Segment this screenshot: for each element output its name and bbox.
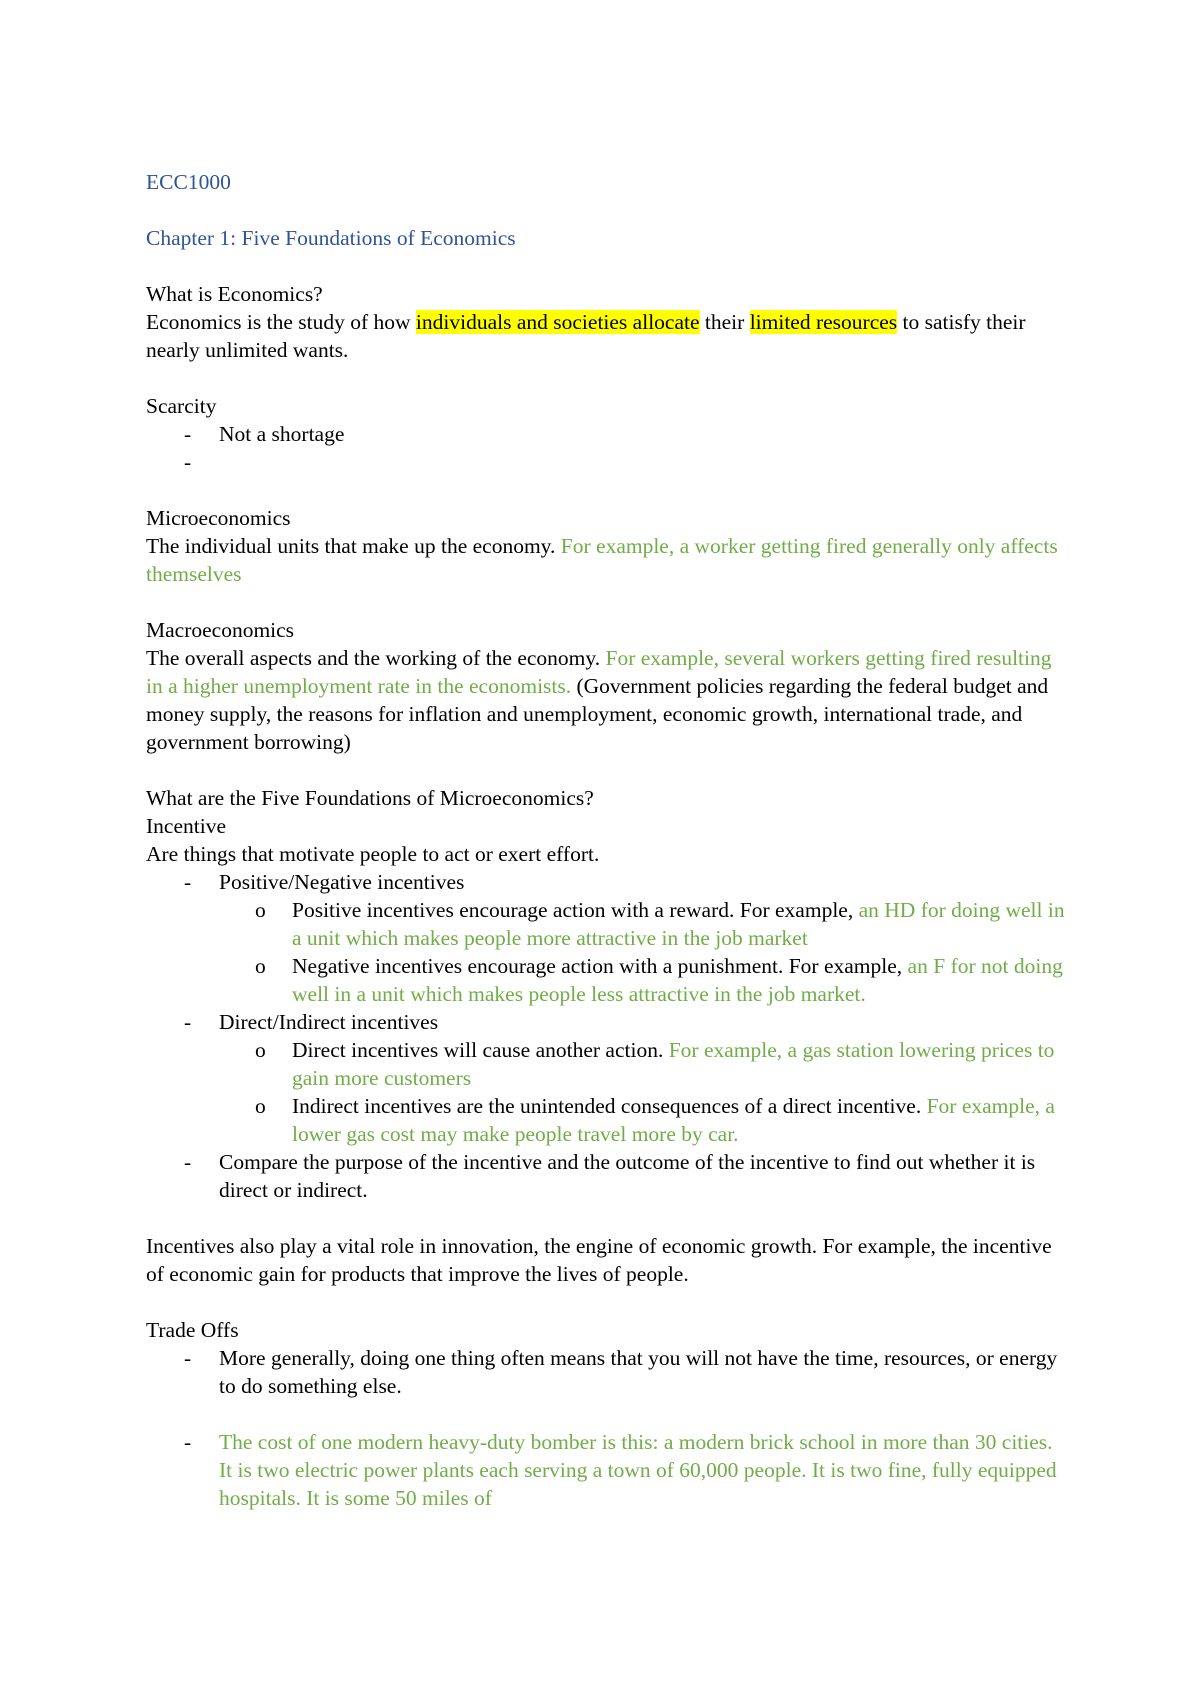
list-item: - Not a shortage	[184, 422, 345, 446]
scarcity-list	[146, 420, 1070, 476]
list-item: o Direct incentives will cause another action. For example, a gas station lowering prices to gain more customers	[255, 1038, 1055, 1090]
bomber-quote: The cost of one modern heavy-duty bomber is this: a modern brick school in more than 30 cities. It is two electric power plants each serving a town of 60,000 people. It is two fine, fully equipped hospitals. It is some 50 miles of	[219, 1430, 1057, 1510]
list-item: o Indirect incentives are the unintended consequences of a direct incentive. For example, a lower gas cost may make people travel more by car.	[255, 1094, 1055, 1146]
list-item: -	[184, 450, 192, 474]
tradeoffs-quote-list	[146, 1428, 1070, 1512]
list-item: - More generally, doing one thing often means that you will not have the time, resources, or energy to do something else.	[184, 1346, 1058, 1398]
incentive-list	[146, 868, 1070, 1204]
highlight-limited-resources: limited resources	[749, 310, 898, 334]
macro-heading: Macroeconomics	[146, 618, 295, 642]
tradeoffs-list	[146, 1344, 1070, 1400]
course-code-heading: ECC1000	[146, 170, 231, 194]
micro-definition: The individual units that make up the economy. For example, a worker getting fired generally only affects themselves	[146, 534, 1058, 586]
list-item: - Direct/Indirect incentives o Direct incentives will cause another action. For example, a gas station lowering prices to gain more customers o Indirect incentives are the unintended consequences of a direct incentive. For example, a lower gas cost may make people travel more by car.	[146, 1008, 1070, 1148]
highlight-allocate: individuals and societies allocate	[415, 310, 700, 334]
tradeoffs-heading: Trade Offs	[146, 1318, 239, 1342]
list-item: - The cost of one modern heavy-duty bomber is this: a modern brick school in more than 30 cities. It is two electric power plants each serving a town of 60,000 people. It is two fine, fully equipped hospitals. It is some 50 miles of	[184, 1430, 1057, 1510]
economics-definition: Economics is the study of how individuals and societies allocate their limited resources to satisfy their nearly unlimited wants.	[146, 310, 1026, 362]
five-foundations-question: What are the Five Foundations of Microeconomics?	[146, 786, 594, 810]
list-item: - Positive/Negative incentives o Positive incentives encourage action with a reward. For example, an HD for doing well in a unit which makes people more attractive in the job market o Negative incentives encourage action with a punishment. For example, an F for not doing well in a unit which makes people less attractive in the job market.	[146, 868, 1070, 1008]
macro-definition: The overall aspects and the working of the economy. For example, several workers getting fired resulting in a higher unemployment rate in the economists. (Government policies regarding the federal budget and money supply, the reasons for inflation and unemployment, economic growth, international trade, and government borrowing)	[146, 646, 1052, 754]
list-item: o Positive incentives encourage action with a reward. For example, an HD for doing well in a unit which makes people more attractive in the job market	[255, 898, 1065, 950]
macro-example: For example, several workers getting fired resulting in a higher unemployment rate in the economists.	[146, 646, 1052, 698]
pos-neg-sublist	[219, 896, 1070, 1008]
scarcity-heading: Scarcity	[146, 394, 217, 418]
what-is-heading: What is Economics?	[146, 282, 323, 306]
innovation-paragraph: Incentives also play a vital role in innovation, the engine of economic growth. For example, the incentive of economic gain for products that improve the lives of people.	[146, 1234, 1052, 1286]
chapter-title: Chapter 1: Five Foundations of Economics	[146, 226, 516, 250]
incentive-heading: Incentive	[146, 814, 226, 838]
incentive-definition: Are things that motivate people to act or exert effort.	[146, 842, 600, 866]
list-item: - Compare the purpose of the incentive and the outcome of the incentive to find out whether it is direct or indirect.	[184, 1150, 1036, 1202]
list-item: o Negative incentives encourage action with a punishment. For example, an F for not doing well in a unit which makes people less attractive in the job market.	[255, 954, 1063, 1006]
micro-example: For example, a worker getting fired generally only affects themselves	[146, 534, 1058, 586]
direct-indirect-sublist	[219, 1036, 1070, 1148]
micro-heading: Microeconomics	[146, 506, 291, 530]
